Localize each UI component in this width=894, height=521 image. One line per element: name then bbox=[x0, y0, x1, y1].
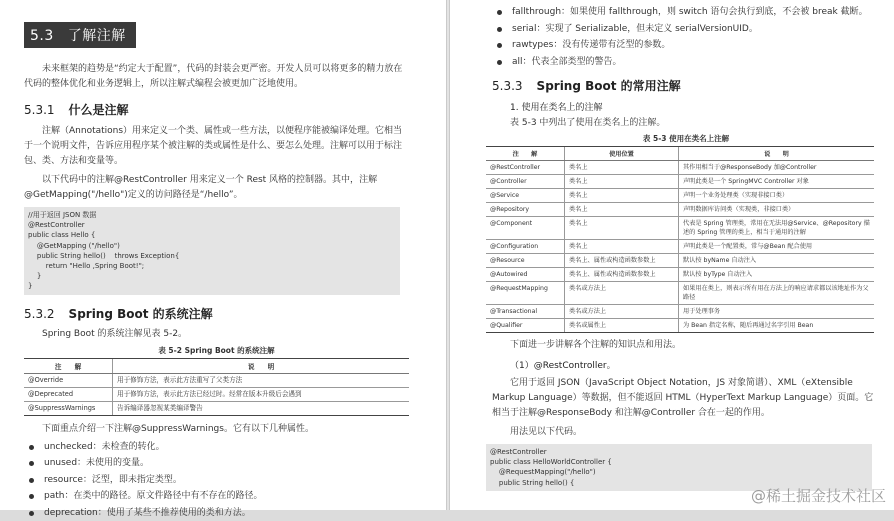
table-row bbox=[486, 319, 874, 333]
code-line: public String hello() throws Exception{ bbox=[28, 251, 180, 260]
table-header-row bbox=[24, 358, 409, 373]
table-5-3-caption: 表 5-3 使用在类名上注解 bbox=[642, 134, 730, 143]
table-cell: 如果用在类上，则表示所有用在方法上的响应请求都以该地址作为父路径 bbox=[679, 282, 875, 305]
code-line: @RestController bbox=[490, 448, 547, 456]
table-cell: @Autowired bbox=[486, 268, 565, 282]
table-row bbox=[24, 373, 409, 387]
table-cell: @RestController bbox=[486, 161, 565, 175]
table-row bbox=[486, 217, 874, 240]
right-page bbox=[450, 0, 894, 510]
table-cell: 声明此类是一个配置类，常与@Bean 配合使用 bbox=[679, 240, 875, 254]
heading-number: 5.3.2 bbox=[24, 306, 55, 321]
column-header: 注 解 bbox=[24, 358, 113, 373]
table-cell: 类名上 bbox=[565, 217, 679, 240]
restcontroller-paragraph: 以下代码中的注解@RestController 用来定义一个 Rest 风格的控制器。其中，注解@GetMapping("/hello")定义的访问路径是“/hello”。 bbox=[24, 175, 378, 200]
table-cell: @Transactional bbox=[486, 305, 565, 319]
subheading-restcontroller: （1）@RestController。 bbox=[510, 361, 616, 371]
table-row bbox=[486, 268, 874, 282]
list-item: all：代表全部类型的警告。 bbox=[492, 54, 882, 71]
table-5-2 bbox=[24, 358, 409, 416]
table-5-2-caption: 表 5-2 Spring Boot 的系统注解 bbox=[158, 345, 275, 355]
attribute-list bbox=[24, 439, 446, 521]
code-intro-paragraph: 用法见以下代码。 bbox=[510, 427, 583, 437]
table-cell: 其作用相当于@ResponseBody 加@Controller bbox=[679, 161, 875, 175]
list-item: deprecation：使用了某些不推荐使用的类和方法。 bbox=[24, 505, 446, 521]
table-5-3-intro: 表 5-3 中列出了使用在类名上的注解。 bbox=[510, 118, 666, 128]
code-block bbox=[486, 444, 872, 491]
table-cell: 类名或属性上 bbox=[565, 319, 679, 333]
table-row bbox=[486, 282, 874, 305]
heading-text: Spring Boot 的系统注解 bbox=[68, 306, 213, 321]
heading-text: Spring Boot 的常用注解 bbox=[536, 79, 681, 93]
section-number: 5.3 bbox=[30, 28, 54, 44]
table-row bbox=[24, 401, 409, 415]
table-intro-paragraph: Spring Boot 的系统注解见表 5-2。 bbox=[42, 328, 188, 339]
table-cell: 类名上 bbox=[565, 189, 679, 203]
code-line: public class HelloWorldController { bbox=[490, 458, 612, 467]
table-cell: 用于修饰方法，表示此方法已经过时。经常在版本升级后会遇到 bbox=[113, 387, 410, 401]
column-header: 使用位置 bbox=[565, 147, 679, 161]
table-cell: 类名或方法上 bbox=[565, 282, 679, 305]
list-item: resource：泛型，即未指定类型。 bbox=[24, 472, 446, 489]
code-line: public String hello() { bbox=[490, 478, 575, 487]
table-cell: @SuppressWarnings bbox=[24, 401, 113, 415]
code-line: @GetMapping ("/hello") bbox=[28, 241, 120, 250]
table-cell: 默认按 byName 自动注入 bbox=[679, 254, 875, 268]
table-row bbox=[486, 203, 874, 217]
table-cell: 类名上 bbox=[565, 240, 679, 254]
table-cell: @Controller bbox=[486, 175, 565, 189]
table-cell: 默认按 byType 自动注入 bbox=[679, 268, 875, 282]
list-item: path：在类中的路径。原文件路径中有不存在的路径。 bbox=[24, 488, 446, 505]
column-header: 注 解 bbox=[486, 147, 565, 161]
code-line: return "Hello ,Spring Boot!"; bbox=[28, 262, 145, 271]
table-cell: 用于修饰方法，表示此方法重写了父类方法 bbox=[113, 373, 410, 387]
list-item: unchecked：未检查的转化。 bbox=[24, 439, 446, 456]
section-title bbox=[24, 22, 136, 48]
table-cell: @Deprecated bbox=[24, 387, 113, 401]
table-cell: 类名上 bbox=[565, 161, 679, 175]
column-header: 说 明 bbox=[679, 147, 875, 161]
code-line: public class Hello { bbox=[28, 231, 96, 240]
subheading-class-annotations: 1. 使用在类名上的注解 bbox=[510, 103, 603, 113]
restcontroller-description: 它用于返回 JSON（JavaScript Object Notation，JS 对象简谱）、XML（eXtensible Markup Language）等数据，但不能返回 HTML（HyperText Markup Language）页面。它相当于注解@ResponseBody 和注解@Controller 合在一起的作用。 bbox=[492, 378, 874, 418]
table-row bbox=[24, 387, 409, 401]
table-row bbox=[486, 161, 874, 175]
table-row bbox=[486, 189, 874, 203]
table-cell: 告诉编译器忽视某类编译警告 bbox=[113, 401, 410, 415]
left-page bbox=[0, 0, 446, 518]
table-cell: 为 Bean 指定名称，随后再通过名字引用 Bean bbox=[679, 319, 875, 333]
table-cell: @Resource bbox=[486, 254, 565, 268]
code-line: @RequestMapping("/hello") bbox=[490, 468, 596, 477]
heading-5-3-3 bbox=[492, 77, 894, 94]
heading-number: 5.3.3 bbox=[492, 79, 523, 93]
table-cell: 类名或方法上 bbox=[565, 305, 679, 319]
code-line: } bbox=[28, 282, 33, 291]
table-row bbox=[486, 305, 874, 319]
table-cell: 声明数据库访问类（实现类，非接口类） bbox=[679, 203, 875, 217]
suppresswarnings-paragraph: 下面重点介绍一下注解@SuppressWarnings。它有以下几种属性。 bbox=[42, 423, 314, 434]
list-item: fallthrough：如果使用 fallthrough，则 switch 语句会执行到底，不会被 break 截断。 bbox=[492, 4, 882, 21]
table-cell: @Override bbox=[24, 373, 113, 387]
table-row bbox=[486, 254, 874, 268]
list-item: rawtypes：没有传递带有泛型的参数。 bbox=[492, 37, 882, 54]
column-header: 说 明 bbox=[113, 358, 410, 373]
table-cell: 类名上、属性或构造函数参数上 bbox=[565, 268, 679, 282]
list-item: unused：未使用的变量。 bbox=[24, 455, 446, 472]
code-line: } bbox=[28, 272, 42, 281]
code-line: //用于返回 JSON 数据 bbox=[28, 211, 97, 219]
table-cell: @Component bbox=[486, 217, 565, 240]
table-cell: 用于处理事务 bbox=[679, 305, 875, 319]
table-header-row bbox=[486, 147, 874, 161]
usage-intro-paragraph: 下面进一步讲解各个注解的知识点和用法。 bbox=[510, 340, 682, 350]
table-cell: 类名上、属性或构造函数参数上 bbox=[565, 254, 679, 268]
heading-5-3-2 bbox=[24, 305, 446, 322]
code-line: @RestController bbox=[28, 221, 85, 230]
heading-text: 什么是注解 bbox=[68, 103, 129, 117]
table-cell: @Configuration bbox=[486, 240, 565, 254]
table-cell: 类名上 bbox=[565, 175, 679, 189]
table-cell: 声明此类是一个 SpringMVC Controller 对象 bbox=[679, 175, 875, 189]
table-cell: @Qualifier bbox=[486, 319, 565, 333]
table-cell: @Repository bbox=[486, 203, 565, 217]
table-5-3 bbox=[486, 146, 874, 333]
list-item: serial：实现了 Serializable，但未定义 serialVersionUID。 bbox=[492, 21, 882, 38]
attribute-list-continued bbox=[492, 4, 882, 70]
intro-paragraph: 未来框架的趋势是“约定大于配置”，代码的封装会更严密。开发人员可以将更多的精力放在代码的整体优化和业务逻辑上，所以注解式编程会被更加广泛地使用。 bbox=[24, 64, 403, 89]
code-block bbox=[24, 207, 400, 295]
watermark: @稀土掘金技术社区 bbox=[750, 487, 886, 505]
table-cell: 类名上 bbox=[565, 203, 679, 217]
table-row bbox=[486, 240, 874, 254]
heading-number: 5.3.1 bbox=[24, 103, 55, 117]
table-cell: 代表是 Spring 管理类，常用在无法用@Service、@Repository 描述的 Spring 管理的类上，相当于通用的注解 bbox=[679, 217, 875, 240]
table-row bbox=[486, 175, 874, 189]
table-cell: @Service bbox=[486, 189, 565, 203]
heading-5-3-1 bbox=[24, 101, 446, 118]
annotation-definition-paragraph: 注解（Annotations）用来定义一个类、属性或一些方法，以便程序能被编译处理。它相当于一个说明文件，告诉应用程序某个被注解的类或属性是什么、要怎么处理。注解可以用于标注包、类、方法和变量等。 bbox=[24, 126, 403, 166]
table-cell: @RequestMapping bbox=[486, 282, 565, 305]
table-cell: 声明一个业务处理类（实现非接口类） bbox=[679, 189, 875, 203]
section-title-text: 了解注解 bbox=[67, 28, 126, 44]
